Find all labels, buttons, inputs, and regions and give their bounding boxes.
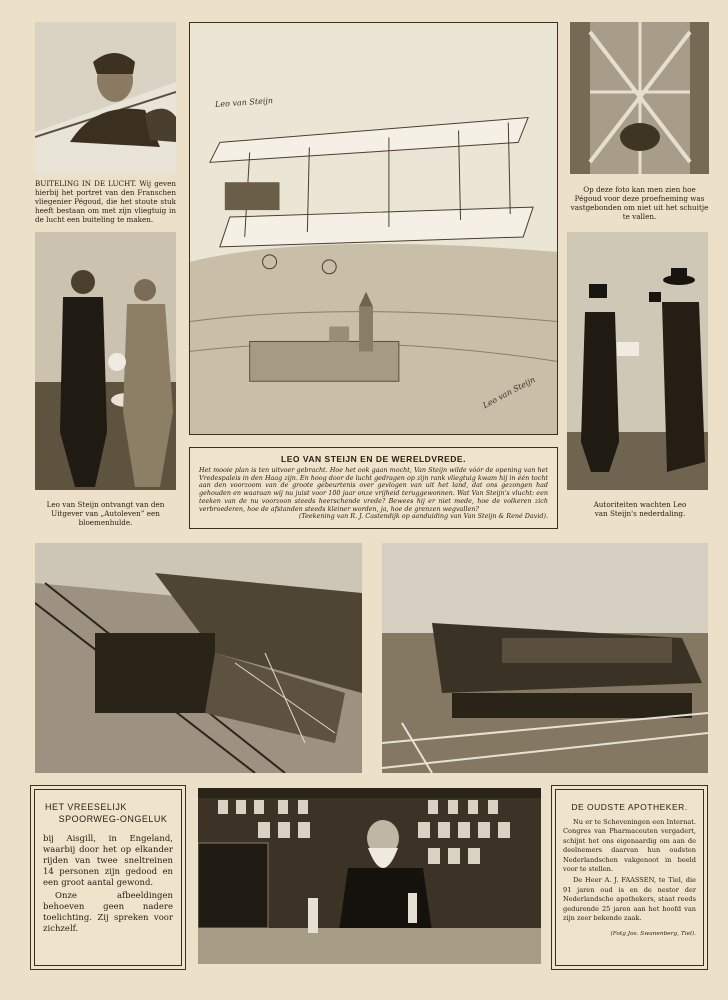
article-spoorweg-title-2: SPOORWEG-ONGELUK: [58, 814, 168, 824]
photo-spoorweg-ongeluk-carriage: [382, 543, 708, 773]
photo-autoriteiten: [567, 232, 708, 490]
photo-pegoud-strapped: [570, 22, 709, 174]
article-apotheker-body-1: Nu er te Scheveningen een Internat. Congres van Pharmaceuten vergadert, schijnt het ons eigenaardig om aan de deelnemers daarvan hun oudsten Nederlandschen vakgenoot in beeld voor te stellen.: [563, 818, 696, 874]
drawing-signature-top: Leo van Steijn: [214, 95, 274, 110]
drawing-aeroplane-peace-palace: [189, 22, 558, 435]
caption-pegoud-foto: Op deze foto kan men zien hoe Pégoud voor deze proefneming was vastgebonden om niet uit het schuitje te vallen.: [570, 185, 709, 221]
photo-spoorweg-ongeluk-wreck: [35, 543, 362, 773]
article-apotheker-box: [551, 785, 708, 970]
article-spoorweg-title-1: HET VREESELIJK: [45, 802, 127, 812]
article-apotheker-credit: (Fotg Jos. Swanenberg, Tiel).: [610, 931, 696, 938]
article-apotheker-title: DE OUDSTE APOTHEKER.: [571, 802, 688, 812]
photo-oudste-apotheker: [198, 788, 541, 964]
article-wereldvrede-body: Het mooie plan is ten uitvoer gebracht. Hoe het ook gaan mocht, Van Steijn wilde vóór de opening van het Vredespaleis in den Haag zijn. En hoog door de lucht gedragen op zijn rank vliegtuig kwam hij in één tocht aan den voorzoom van de groote gebeurtenis over gevlogen van uit het land, dat ons gezongen had gehouden en waaraan wij nu juist voor 100 jaar onze vrijheid teruggewonnen. Wat Van Steijn's vlucht: een teeken van de nu voorzoon steeds heerschende vrede? Bewees hij er niet mede, hoe de volkeren zich verbroederen, hoe de afstanden steeds kleiner worden, ja, hoe de grenzen wegvallen?: [199, 466, 548, 513]
caption-autoriteiten: Autoriteiten wachten Leo van Steijn's nederdaling.: [593, 500, 687, 518]
drawing-signature-bottom: Leo van Steijn: [481, 374, 537, 411]
photo-pegoud-portrait: [35, 22, 176, 174]
caption-ontvangst: Leo van Steijn ontvangt van den Uitgever van „Autoleven” een bloemenhulde.: [46, 500, 165, 527]
article-spoorweg-body-1: bij Aisgill, in Engeland, waarbij door het op elkander rijden van twee sneltreinen 14 personen zijn gedood en een groot aantal gewond.: [43, 834, 173, 888]
article-apotheker-body-2: De Heer A. J. FAASSEN, te Tiel, die 91 jaren oud is en de nestor der Nederlandsche apothekers, staat reeds gedurende 25 jaren aan het hoofd van zijn zeer bekende zaak.: [563, 876, 696, 923]
article-wereldvrede-credit: (Teekening van R. J. Castendijk op aanduiding van Van Steijn & René David).: [298, 512, 548, 521]
article-wereldvrede-box: [189, 447, 558, 529]
caption-buiteling: BUITELING IN DE LUCHT. Wij geven hierbij het portret van den Franschen vliegenier Pégoud, die het stoute stuk heeft bestaan om met zijn vliegtuig in de lucht een buiteling te maken.: [35, 179, 176, 224]
article-wereldvrede-title: LEO VAN STEIJN EN DE WERELDVREDE.: [281, 454, 466, 464]
article-spoorweg-body-2: Onze afbeeldingen behoeven geen nadere toelichting. Zij spreken voor zichzelf.: [43, 891, 173, 934]
article-spoorweg-box: [30, 785, 186, 970]
photo-bloemenhulde: [35, 232, 176, 490]
